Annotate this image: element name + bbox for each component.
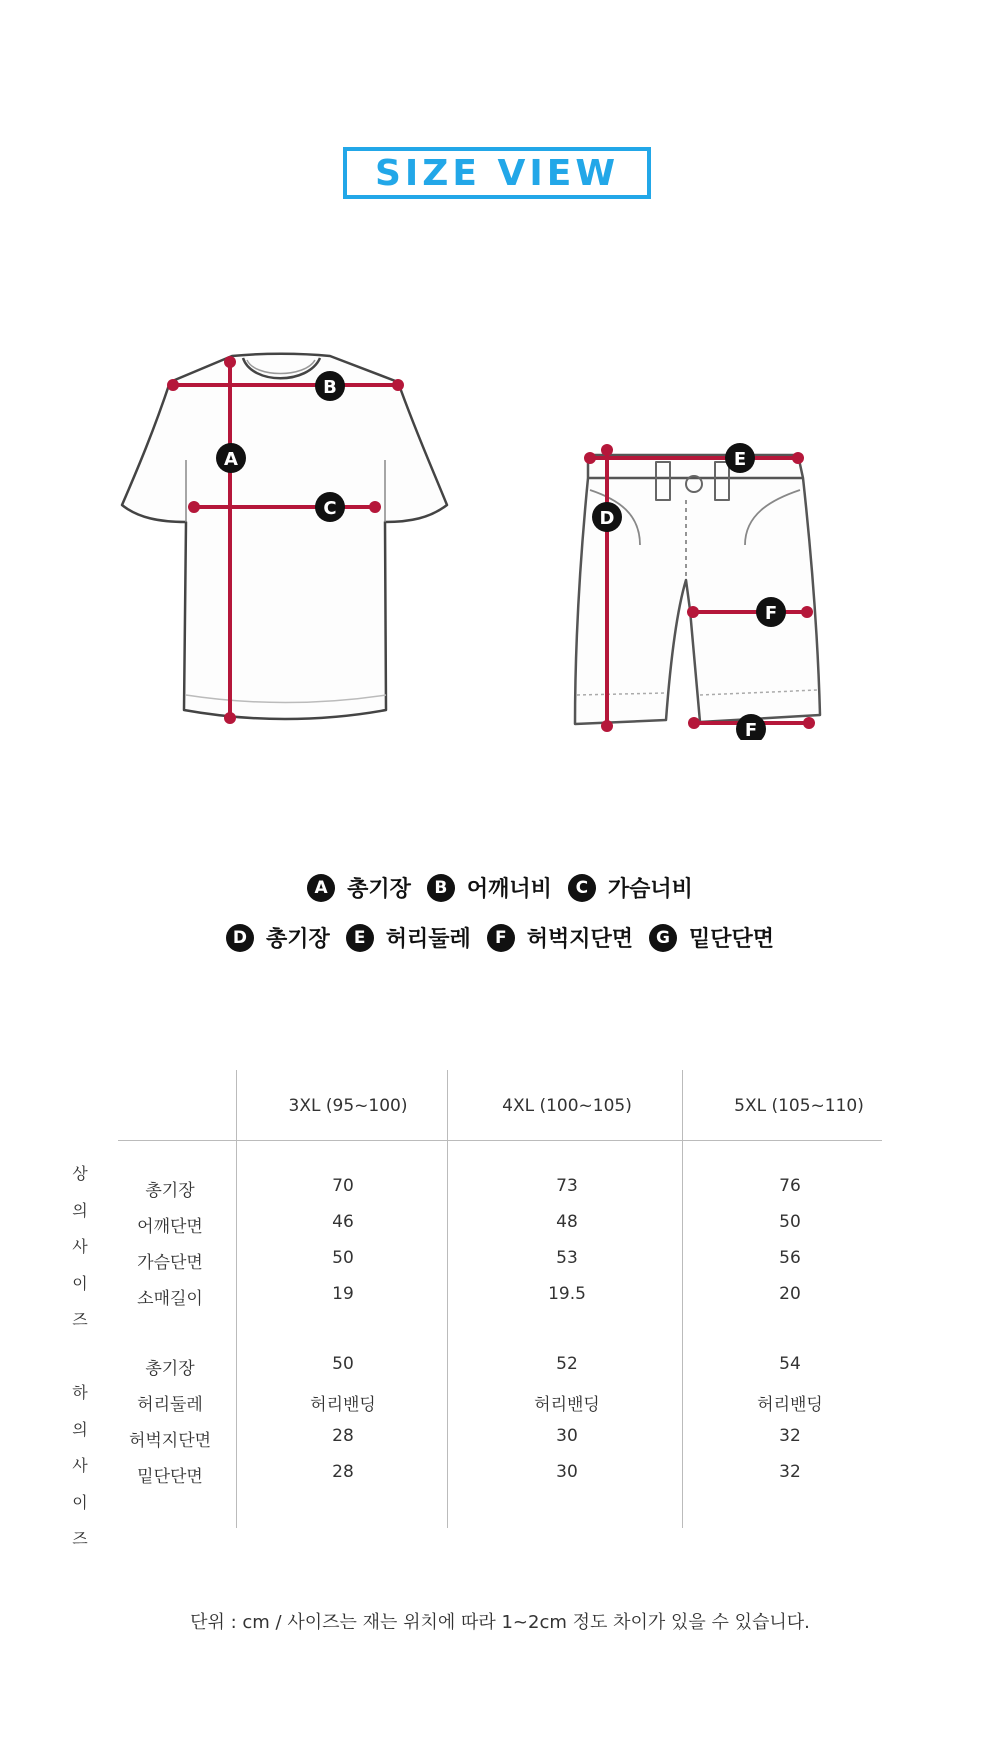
table-cell: 32 xyxy=(779,1426,801,1446)
shorts-illustration xyxy=(575,455,820,724)
legend-label: 어깨너비 xyxy=(466,877,552,902)
legend-label: 가슴너비 xyxy=(607,877,693,902)
table-cell: 20 xyxy=(779,1284,801,1304)
size-table xyxy=(0,1070,1000,1548)
legend-label: 허벅지단면 xyxy=(526,927,634,952)
row-label: 허벅지단면 xyxy=(128,1431,212,1451)
legend-item-f xyxy=(487,922,633,953)
legend-label: 허리둘레 xyxy=(385,927,471,952)
marker-d xyxy=(592,502,622,532)
measurement-note: 단위 : cm / 사이즈는 재는 위치에 따라 1~2cm 정도 차이가 있을 수 있습니다. xyxy=(190,1612,810,1633)
table-header-divider xyxy=(118,1140,882,1141)
table-divider xyxy=(447,1070,448,1528)
table-cell: 허리밴딩 xyxy=(310,1395,376,1415)
table-cell: 54 xyxy=(779,1354,801,1374)
svg-text:A: A xyxy=(224,449,238,470)
table-cell: 28 xyxy=(332,1462,354,1482)
tshirt-illustration xyxy=(122,354,447,719)
column-header-4xl: 4XL (100~105) xyxy=(502,1096,632,1116)
column-header-3xl: 3XL (95~100) xyxy=(288,1096,408,1116)
table-divider xyxy=(682,1070,683,1528)
svg-text:C: C xyxy=(323,498,337,519)
table-cell: 28 xyxy=(332,1426,354,1446)
row-label: 총기장 xyxy=(145,1181,195,1201)
svg-text:E: E xyxy=(733,449,747,470)
table-cell: 32 xyxy=(779,1462,801,1482)
badge-a: A xyxy=(307,874,335,902)
table-cell: 52 xyxy=(556,1354,578,1374)
badge-g: G xyxy=(649,924,677,952)
badge-c: C xyxy=(568,874,596,902)
table-cell: 56 xyxy=(779,1248,801,1268)
table-cell: 53 xyxy=(556,1248,578,1268)
column-header-5xl: 5XL (105~110) xyxy=(734,1096,864,1116)
badge-d: D xyxy=(226,924,254,952)
table-cell: 30 xyxy=(556,1462,578,1482)
row-label: 총기장 xyxy=(145,1359,195,1379)
table-cell: 50 xyxy=(332,1248,354,1268)
marker-b xyxy=(315,371,345,401)
legend-label: 밑단단면 xyxy=(689,927,775,952)
table-cell: 46 xyxy=(332,1212,354,1232)
table-cell: 허리밴딩 xyxy=(757,1395,823,1415)
legend-item-a xyxy=(307,872,411,903)
legend-label: 총기장 xyxy=(265,927,330,952)
legend-row-bottom xyxy=(0,922,1000,953)
badge-e: E xyxy=(346,924,374,952)
badge-f: F xyxy=(487,924,515,952)
legend-row-top xyxy=(0,872,1000,903)
svg-text:F: F xyxy=(764,603,778,624)
page-title: SIZE VIEW xyxy=(374,152,620,194)
legend-item-g xyxy=(649,922,774,953)
legend-item-e xyxy=(346,922,471,953)
svg-text:D: D xyxy=(599,508,615,529)
legend-item-c xyxy=(568,872,693,903)
svg-text:F: F xyxy=(744,720,758,740)
marker-a xyxy=(216,443,246,473)
table-cell: 73 xyxy=(556,1176,578,1196)
garment-measurement-diagram xyxy=(0,320,1000,740)
table-cell: 19.5 xyxy=(548,1284,586,1304)
row-label: 허리둘레 xyxy=(137,1395,203,1415)
table-divider xyxy=(236,1070,237,1528)
table-cell: 50 xyxy=(779,1212,801,1232)
table-cell: 허리밴딩 xyxy=(534,1395,600,1415)
table-cell: 50 xyxy=(332,1354,354,1374)
badge-b: B xyxy=(427,874,455,902)
svg-text:B: B xyxy=(323,377,337,398)
row-label: 밑단단면 xyxy=(137,1467,203,1487)
table-cell: 48 xyxy=(556,1212,578,1232)
row-label: 어깨단면 xyxy=(137,1217,203,1237)
table-cell: 70 xyxy=(332,1176,354,1196)
size-view-title-box xyxy=(343,147,651,199)
marker-f-thigh xyxy=(756,597,786,627)
side-label: 상 의 사 이 즈 하 의 사 이 즈 xyxy=(72,1164,88,1548)
legend-item-d xyxy=(226,922,330,953)
row-label: 소매길이 xyxy=(137,1289,203,1309)
marker-e xyxy=(725,443,755,473)
row-label: 가슴단면 xyxy=(137,1253,203,1273)
legend-item-b xyxy=(427,872,552,903)
legend-label: 총기장 xyxy=(347,877,411,902)
table-cell: 19 xyxy=(332,1284,354,1304)
table-cell: 76 xyxy=(779,1176,801,1196)
marker-c xyxy=(315,492,345,522)
table-cell: 30 xyxy=(556,1426,578,1446)
